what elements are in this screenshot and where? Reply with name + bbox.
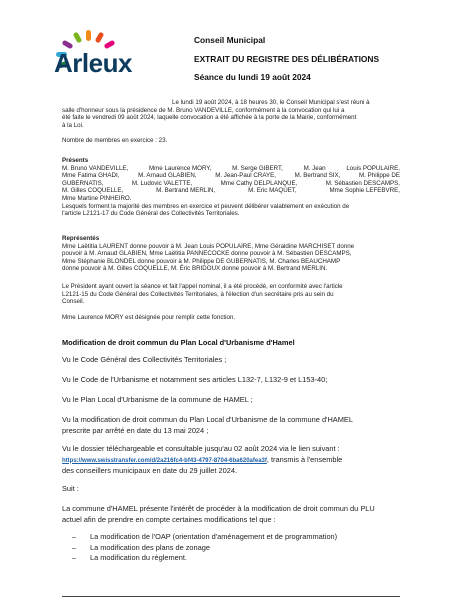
representes-section bbox=[62, 235, 400, 273]
header-session-date: Séance du lundi 19 août 2024 bbox=[194, 72, 311, 82]
vu-5-line: des conseillers municipaux en date du 29 juillet 2024. bbox=[62, 466, 238, 475]
member-name: Mme Sophie LEFEBVRE, bbox=[329, 187, 400, 195]
logo-ray bbox=[86, 30, 91, 41]
quorum-text: Lesquels forment la majorité des membres en exercice et peuvent délibérer valablement en exécution de bbox=[62, 202, 350, 210]
arleux-logo bbox=[54, 33, 166, 91]
list-item bbox=[72, 553, 337, 564]
footer-divider bbox=[62, 596, 400, 597]
appel-section bbox=[62, 283, 400, 321]
quorum-text: l'article L2121-17 du Code Général des Collectivités Territoriales. bbox=[62, 210, 240, 218]
proxy-line: Mme Stéphanie BLONDEL donne pouvoir à M. Philippe DE GUBERNATIS, M. Charles BEAUCHAMP bbox=[62, 257, 341, 265]
vu-5-line: Vu le dossier téléchargeable et consultable jusqu'au 02 août 2024 via le lien suivant : bbox=[62, 444, 340, 453]
presents-row bbox=[62, 187, 400, 195]
dash-bullet: – bbox=[72, 553, 77, 563]
member-name: M. Eric MAQUET, bbox=[248, 187, 297, 195]
member-name: M. Jean bbox=[303, 164, 326, 172]
intro-hamel-line: La commune d'HAMEL présente l'intérêt de procéder à la modification de droit commun du PLU bbox=[62, 504, 375, 513]
member-name: M. Arnaud GLABIEN, bbox=[138, 172, 197, 180]
intro-line: à la Loi. bbox=[62, 121, 84, 129]
header-council: Conseil Municipal bbox=[194, 35, 266, 45]
member-name: Louis POPULAIRE, bbox=[346, 164, 400, 172]
members-count: Nombre de membres en exercice : 23. bbox=[62, 137, 168, 145]
vu-4-line: Vu la modification de droit commun du Plan Local d'Urbanisme de la commune d'HAMEL bbox=[62, 415, 353, 424]
dash-bullet: – bbox=[72, 542, 77, 552]
list-item bbox=[72, 543, 337, 554]
member-name: Mme Fatima GHADI, bbox=[62, 172, 120, 180]
vu-5 bbox=[62, 444, 400, 477]
list-item bbox=[72, 532, 337, 543]
proxy-line: pouvoir à M. Arnaud GLABIEN, Mme Laëtitia PANNECOCKE donne pouvoir à M. Sébastien DESCAMPS, bbox=[62, 250, 352, 258]
member-name: M. Bruno VANDEVILLE, bbox=[62, 164, 129, 172]
presents-row bbox=[62, 165, 400, 173]
member-name: M. Ludovic VALETTE, bbox=[131, 179, 193, 187]
proxy-line: Mme Laëtitia LAURENT donne pouvoir à M. Jean Louis POPULAIRE, Mme Géraldine MARCHISET donne bbox=[62, 242, 355, 250]
secretary-line: Mme Laurence MORY est désignée pour remplir cette fonction. bbox=[62, 313, 236, 321]
proxy-line: donne pouvoir à M. Gilles COQUELLE, M. Éric BRIDOUX donne pouvoir à M. Bertrand MERLIN. bbox=[62, 265, 328, 273]
intro-paragraph bbox=[62, 99, 400, 145]
swisstransfer-link[interactable]: https://www.swisstransfer.com/d/2a216fc4-bf43-4797-8704-6ba620afea3f bbox=[62, 457, 267, 464]
list-item-text: La modification des plans de zonage bbox=[90, 542, 210, 552]
section-title: Modification de droit commun du Plan Local d'Urbanisme d'Hamel bbox=[62, 338, 295, 347]
presents-row bbox=[62, 172, 400, 180]
vu-1: Vu le Code Général des Collectivités Territoriales ; bbox=[62, 355, 227, 364]
modifications-list bbox=[72, 532, 337, 564]
member-name: M. Serge GIBERT, bbox=[232, 164, 283, 172]
list-item-text: La modification du règlement. bbox=[90, 553, 187, 563]
dash-bullet: – bbox=[72, 532, 77, 541]
vu-4-line: prescrite par arrêté en date du 13 mai 2024 ; bbox=[62, 425, 209, 435]
representes-title: Représentés bbox=[62, 235, 100, 242]
header-extract: EXTRAIT DU REGISTRE DES DÉLIBÉRATIONS bbox=[194, 54, 380, 64]
presents-title: Présents bbox=[62, 157, 89, 164]
vu-5-text: , transmis à l'ensemble bbox=[266, 454, 343, 464]
appel-line: Le Président ayant ouvert la séance et fait l'appel nominal, il a été procédé, en conformité avec l'article bbox=[62, 283, 343, 290]
member-name: M. Jean-Paul CRAYE, bbox=[215, 172, 276, 180]
presents-section bbox=[62, 157, 400, 218]
vu-5-line bbox=[62, 455, 400, 467]
appel-line: Conseil. bbox=[62, 298, 85, 306]
intro-line: été faite le vendredi 09 août 2024, laquelle convocation a été affichée à la porte de la Mairie, conformément bbox=[62, 114, 357, 122]
logo-ray bbox=[73, 31, 83, 43]
member-name: Mme Martine PINHEIRO. bbox=[62, 194, 132, 202]
intro-line: Le lundi 19 août 2024, à 18 heures 30, le Conseil Municipal s'est réuni à bbox=[172, 99, 370, 106]
suit-label: Suit : bbox=[62, 484, 79, 493]
logo-ray bbox=[95, 31, 105, 43]
intro-hamel bbox=[62, 504, 400, 525]
member-name: M. Gilles COQUELLE, bbox=[62, 187, 124, 195]
member-name: GUBERNATIS, bbox=[62, 179, 104, 187]
appel-line: L2121-15 du Code Général des Collectivités Territoriales, à l'élection d'un secrétaire pris au sein du bbox=[62, 290, 334, 298]
member-name: Mme Laurence MORY, bbox=[148, 164, 212, 172]
intro-hamel-line: actuel afin de prendre en compte certaines modifications tel que : bbox=[62, 514, 276, 524]
logo-text: Arleux bbox=[54, 48, 132, 78]
member-name: M. Sébastien DESCAMPS, bbox=[325, 179, 400, 187]
vu-3: Vu le Plan Local d'Urbanisme de la commune de HAMEL ; bbox=[62, 395, 253, 404]
member-name: Mme Cathy DELPLANQUE, bbox=[220, 179, 298, 187]
list-item-text: La modification de l'OAP (orientation d'aménagement et de programmation) bbox=[90, 532, 338, 541]
member-name: M. Bertrand MERLIN, bbox=[156, 187, 216, 195]
intro-line: salle d'honneur sous la présidence de M. Bruno VANDEVILLE, conformément à la convocation qui lui a bbox=[62, 106, 345, 114]
vu-2: Vu le Code de l'Urbanisme et notamment ses articles L132-7, L132-9 et L153-40; bbox=[62, 375, 328, 384]
presents-row bbox=[62, 180, 400, 188]
vu-4 bbox=[62, 415, 400, 436]
member-name: M. Bertrand SIX, bbox=[294, 172, 341, 180]
member-name: M. Philippe DE bbox=[359, 172, 400, 180]
